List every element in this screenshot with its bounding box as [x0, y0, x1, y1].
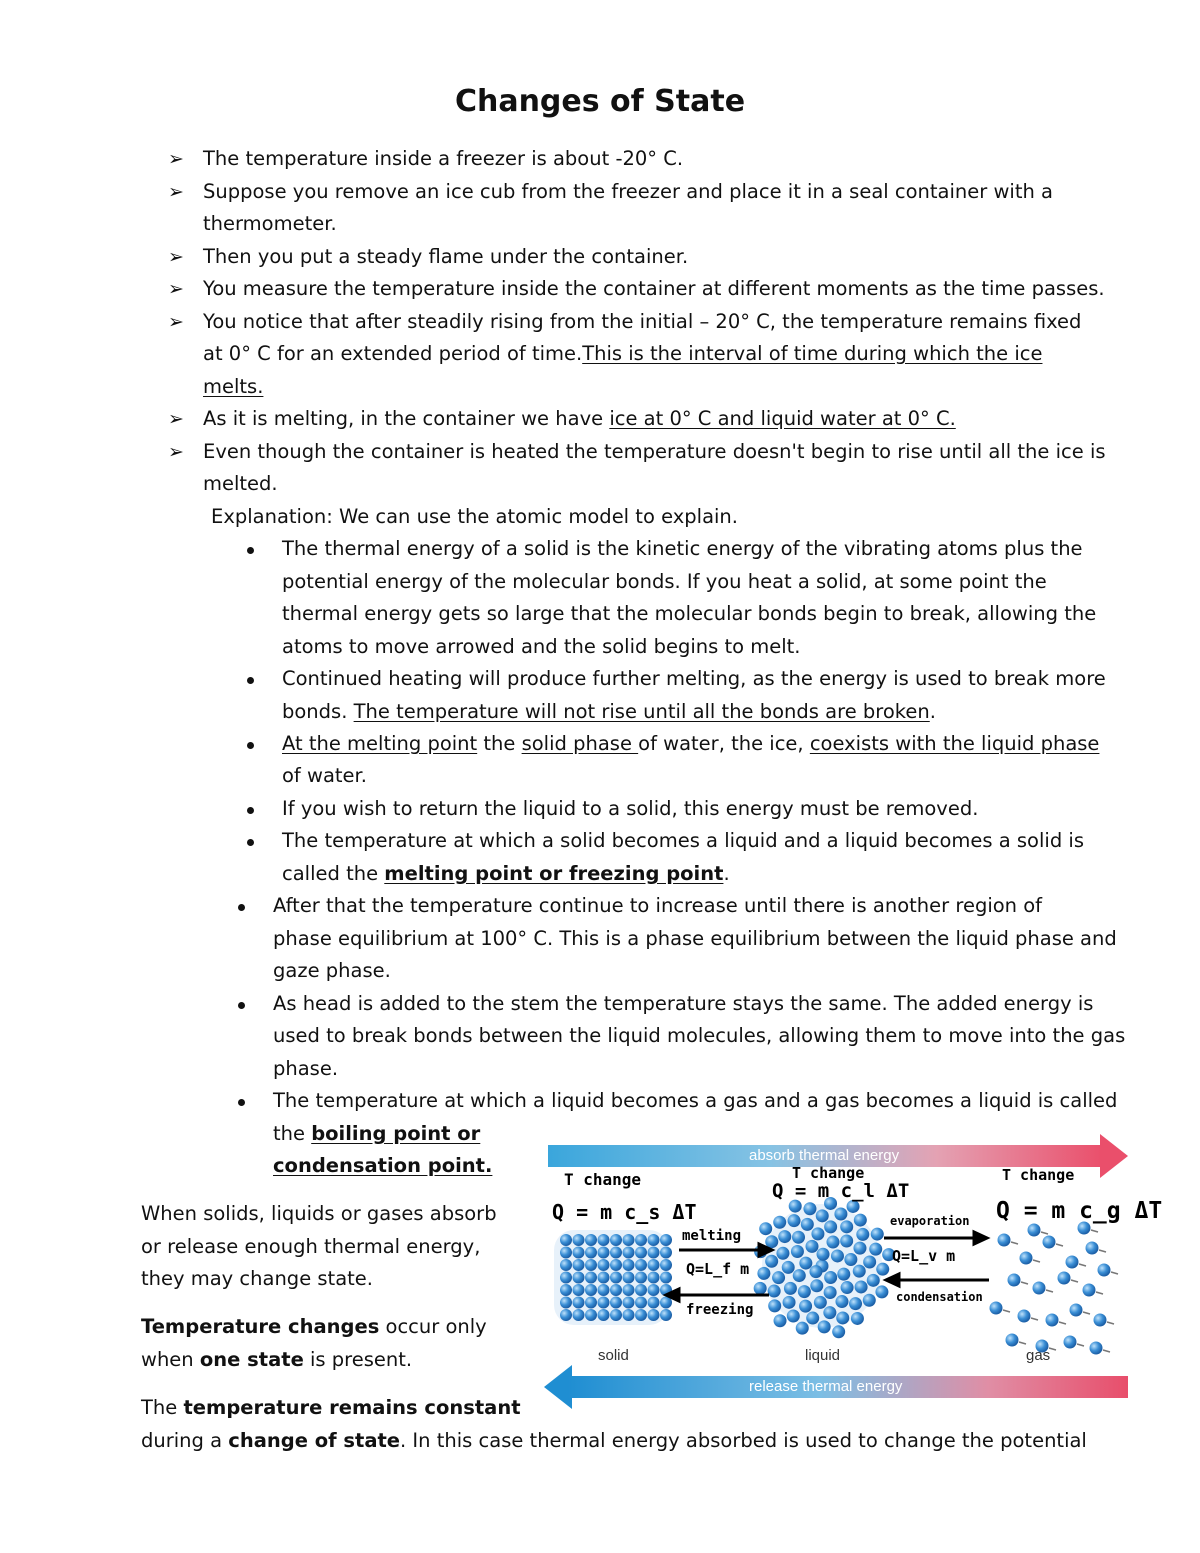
liquid-atom	[823, 1306, 836, 1319]
solid-atom	[660, 1234, 672, 1246]
solid-atom	[610, 1234, 622, 1246]
liquid-atom	[855, 1280, 868, 1293]
solid-atom	[598, 1247, 610, 1259]
solid-atom	[660, 1247, 672, 1259]
motion-line	[1079, 1264, 1086, 1266]
bullet-text: Then you put a steady flame under the container.	[203, 245, 689, 268]
dot-bullet-icon	[247, 677, 254, 684]
solid-atom	[660, 1259, 672, 1271]
solid-atom	[623, 1259, 635, 1271]
bullet-text: used to break bonds between the liquid molecules, allowing them to move into the gas	[273, 1024, 1126, 1047]
solid-atom	[560, 1284, 572, 1296]
gas-atom	[1064, 1336, 1077, 1349]
bullet-text: thermal energy gets so large that the molecular bonds begin to break, allowing the	[282, 602, 1097, 625]
liquid-atom	[793, 1269, 806, 1282]
solid-atom	[585, 1259, 597, 1271]
text-plain: .	[929, 700, 936, 723]
motion-line	[1011, 1242, 1018, 1244]
bullet-text: If you wish to return the liquid to a solid, this energy must be removed.	[282, 797, 979, 820]
liquid-atom	[856, 1228, 869, 1241]
liquid-atom	[796, 1322, 809, 1335]
liquid-atom	[799, 1257, 812, 1270]
text-bold: Temperature changes	[141, 1315, 380, 1338]
dot-bullet-icon	[238, 904, 245, 911]
liquid-atom	[840, 1220, 853, 1233]
text-plain: . In this case thermal energy absorbed is used to change the potential	[400, 1429, 1087, 1452]
gas-atom	[1018, 1310, 1031, 1323]
explanation-label: Explanation	[211, 505, 327, 528]
text-bold-underlined: melting point or freezing point	[384, 862, 724, 885]
liquid-atom	[754, 1282, 767, 1295]
liquid-atom	[784, 1282, 797, 1295]
dot-bullet-icon	[238, 1099, 245, 1106]
bullet-text: The thermal energy of a solid is the kinetic energy of the vibrating atoms plus the	[282, 537, 1083, 560]
motion-line	[1091, 1230, 1098, 1232]
handwritten-label: condensation	[896, 1290, 983, 1304]
liquid-atom	[783, 1296, 796, 1309]
motion-line	[1071, 1280, 1078, 1282]
liquid-atom	[853, 1265, 866, 1278]
solid-atom	[635, 1309, 647, 1321]
dot-bullet-icon	[247, 839, 254, 846]
liquid-atom	[854, 1214, 867, 1227]
liquid-atom	[831, 1249, 844, 1262]
bullet-text: atoms to move arrowed and the solid begins to melt.	[282, 635, 801, 658]
liquid-atom	[806, 1240, 819, 1253]
bullet-text: potential energy of the molecular bonds. If you heat a solid, at some point the	[282, 570, 1047, 593]
solid-atom	[635, 1234, 647, 1246]
bullet-text: The temperature at which a liquid becomes a gas and a gas becomes a liquid is called	[273, 1089, 1118, 1112]
liquid-atom	[832, 1325, 845, 1338]
gas-atom	[1033, 1282, 1046, 1295]
solid-atom	[623, 1272, 635, 1284]
liquid-atom	[757, 1267, 770, 1280]
motion-line	[1107, 1322, 1114, 1324]
gas-atom	[1006, 1334, 1019, 1347]
liquid-atom	[824, 1271, 837, 1284]
solid-atom	[573, 1247, 585, 1259]
text-underlined: melts.	[203, 375, 264, 398]
bullet-text: You measure the temperature inside the container at different moments as the time passes.	[203, 277, 1105, 300]
side-paragraph: or release enough thermal energy,	[141, 1235, 481, 1258]
handwritten-note: T change	[792, 1164, 865, 1182]
solid-atom	[573, 1284, 585, 1296]
solid-atom	[598, 1272, 610, 1284]
liquid-atom	[792, 1231, 805, 1244]
bullet-text: gaze phase.	[273, 959, 391, 982]
solid-atom	[573, 1272, 585, 1284]
bullet-text	[273, 1124, 480, 1144]
solid-atom	[610, 1259, 622, 1271]
liquid-atom	[836, 1311, 849, 1324]
text-plain: .	[723, 862, 730, 885]
bullet-text: phase.	[273, 1057, 339, 1080]
solid-atom	[648, 1297, 660, 1309]
handwritten-label: Q=L_f m	[686, 1260, 750, 1278]
explanation-line	[211, 507, 738, 527]
text-bold: temperature remains constant	[183, 1396, 521, 1419]
solid-atom	[610, 1284, 622, 1296]
solid-atom	[598, 1284, 610, 1296]
side-paragraph: they may change state.	[141, 1267, 373, 1290]
bullet-text: thermometer.	[203, 212, 337, 235]
text-underlined: At the melting point	[282, 732, 478, 755]
solid-atom	[648, 1234, 660, 1246]
solid-atom	[560, 1259, 572, 1271]
text-plain: The	[141, 1396, 184, 1419]
bullet-text: Even though the container is heated the temperature doesn't begin to rise until all the ice is	[203, 440, 1106, 463]
text-plain: bonds.	[282, 700, 354, 723]
page-title: Changes of State	[454, 84, 746, 119]
solid-atom	[648, 1247, 660, 1259]
solid-atom	[623, 1297, 635, 1309]
bullet-text: As head is added to the stem the temperature stays the same. The added energy is	[273, 992, 1094, 1015]
solid-atom	[623, 1247, 635, 1259]
gas-atom	[1094, 1314, 1107, 1327]
liquid-atom	[816, 1209, 829, 1222]
text-underlined: The temperature will not rise until all the bonds are broken	[353, 700, 930, 723]
text-plain: is present.	[303, 1348, 413, 1371]
solid-atom	[585, 1247, 597, 1259]
bullet-text: The temperature inside a freezer is about -20° C.	[203, 147, 684, 170]
solid-atom	[585, 1284, 597, 1296]
motion-line	[1077, 1344, 1084, 1346]
solid-atom	[573, 1297, 585, 1309]
solid-atom	[560, 1247, 572, 1259]
gas-atom	[1008, 1274, 1021, 1287]
solid-atom	[635, 1284, 647, 1296]
gas-atom	[1028, 1224, 1041, 1237]
handwritten-formula: Q = m c_s ΔT	[552, 1200, 697, 1224]
liquid-atom	[798, 1285, 811, 1298]
liquid-atom	[768, 1299, 781, 1312]
solid-atom	[610, 1297, 622, 1309]
bullet-text: melted.	[203, 472, 278, 495]
liquid-atom	[782, 1261, 795, 1274]
gas-atom	[1090, 1342, 1103, 1355]
bullet-text: phase equilibrium at 100° C. This is a phase equilibrium between the liquid phase and	[273, 927, 1117, 950]
solid-atom	[660, 1272, 672, 1284]
bullet-text	[203, 344, 1042, 364]
liquid-atom	[835, 1295, 848, 1308]
text-bold: change of state	[228, 1429, 401, 1452]
text-plain: during a	[141, 1429, 229, 1452]
text-plain: of water, the ice,	[638, 732, 810, 755]
constant-temperature-paragraph	[141, 1398, 521, 1418]
state-change-diagram	[544, 1130, 1163, 1405]
motion-line	[1059, 1322, 1066, 1324]
temperature-changes-paragraph	[141, 1350, 412, 1370]
gas-atom	[990, 1302, 1003, 1315]
liquid-atom	[765, 1255, 778, 1268]
dot-bullet-icon	[238, 1002, 245, 1009]
solid-atom	[623, 1284, 635, 1296]
liquid-atom	[841, 1281, 854, 1294]
motion-line	[1056, 1244, 1063, 1246]
phase-label-liquid: liquid	[805, 1347, 841, 1364]
bullet-text: The temperature at which a solid becomes a liquid and a liquid becomes a solid is	[282, 829, 1084, 852]
liquid-atom	[863, 1294, 876, 1307]
solid-atom	[573, 1234, 585, 1246]
motion-line	[1041, 1232, 1048, 1234]
solid-atom	[585, 1234, 597, 1246]
solid-atom	[648, 1272, 660, 1284]
liquid-atom	[803, 1202, 816, 1215]
solid-atom	[585, 1309, 597, 1321]
motion-line	[1031, 1318, 1038, 1320]
text-plain: at 0° C for an extended period of time.	[203, 342, 583, 365]
liquid-atom	[778, 1230, 791, 1243]
arrow-bullet-icon: ➢	[168, 181, 184, 203]
solid-atom	[623, 1309, 635, 1321]
dot-bullet-icon	[247, 807, 254, 814]
solid-atom	[648, 1284, 660, 1296]
motion-line	[1096, 1292, 1103, 1294]
liquid-atom	[876, 1263, 889, 1276]
bullet-text	[203, 409, 956, 429]
solid-atom	[635, 1259, 647, 1271]
handwritten-label: melting	[682, 1228, 742, 1244]
release-energy-label: release thermal energy	[749, 1378, 903, 1395]
liquid-atom	[818, 1320, 831, 1333]
text-underlined: solid phase	[521, 732, 639, 755]
bullet-text	[282, 734, 1099, 754]
text-plain: the	[273, 1122, 312, 1145]
phase-label-gas: gas	[1026, 1347, 1051, 1364]
gas-atom	[1083, 1284, 1096, 1297]
liquid-atom	[826, 1236, 839, 1249]
solid-atom	[610, 1309, 622, 1321]
solid-atom	[573, 1259, 585, 1271]
liquid-atom	[844, 1253, 857, 1266]
handwritten-note: T change	[1002, 1166, 1075, 1184]
liquid-atom	[834, 1207, 847, 1220]
explanation-text: : We can use the atomic model to explain.	[326, 505, 738, 528]
motion-line	[1021, 1282, 1028, 1284]
gas-atom	[1043, 1236, 1056, 1249]
liquid-atom	[788, 1214, 801, 1227]
absorb-energy-label: absorb thermal energy	[749, 1147, 900, 1164]
text-plain: As it is melting, in the container we have	[203, 407, 610, 430]
liquid-atom	[824, 1286, 837, 1299]
bullet-text	[282, 864, 730, 884]
liquid-atom	[811, 1227, 824, 1240]
liquid-atom	[787, 1309, 800, 1322]
text-bold: one state	[199, 1348, 304, 1371]
arrow-bullet-icon: ➢	[168, 246, 184, 268]
liquid-atom	[801, 1218, 814, 1231]
text-plain: the	[477, 732, 522, 755]
text-underlined: coexists with the liquid phase	[809, 732, 1100, 755]
liquid-atom	[791, 1245, 804, 1258]
liquid-atom	[853, 1242, 866, 1255]
solid-atom	[635, 1272, 647, 1284]
text-underlined: ice at 0° C and liquid water at 0° C.	[609, 407, 956, 430]
liquid-atom	[875, 1285, 888, 1298]
bullet-text: of water.	[282, 764, 367, 787]
solid-atom	[560, 1309, 572, 1321]
solid-atom	[560, 1272, 572, 1284]
liquid-atom	[774, 1314, 787, 1327]
liquid-atom	[817, 1248, 830, 1261]
gas-atom	[1098, 1264, 1111, 1277]
gas-atom	[1070, 1304, 1083, 1317]
gas-atom	[998, 1234, 1011, 1247]
liquid-atom	[806, 1312, 819, 1325]
solid-atom	[560, 1234, 572, 1246]
liquid-atom	[809, 1265, 822, 1278]
solid-atom	[635, 1297, 647, 1309]
liquid-atom	[776, 1247, 789, 1260]
bullet-text: After that the temperature continue to increase until there is another region of	[273, 894, 1043, 917]
solid-atom	[610, 1272, 622, 1284]
gas-atom	[1046, 1314, 1059, 1327]
liquid-atom	[759, 1222, 772, 1235]
handwritten-note: T change	[564, 1170, 642, 1189]
solid-atom	[648, 1259, 660, 1271]
text-plain: when	[141, 1348, 200, 1371]
liquid-atom	[768, 1285, 781, 1298]
bullet-text	[282, 702, 936, 722]
liquid-atom	[810, 1279, 823, 1292]
motion-line	[1046, 1290, 1053, 1292]
arrow-bullet-icon: ➢	[168, 311, 184, 333]
motion-line	[1103, 1350, 1110, 1352]
bullet-text: Suppose you remove an ice cub from the freezer and place it in a seal container with a	[203, 180, 1053, 203]
motion-line	[1099, 1250, 1106, 1252]
handwritten-label: freezing	[686, 1302, 754, 1318]
handwritten-label: Q=L_v m	[892, 1247, 956, 1265]
liquid-atom	[840, 1234, 853, 1247]
liquid-atom	[867, 1274, 880, 1287]
handwritten-formula: Q = m c_g ΔT	[996, 1198, 1163, 1224]
motion-line	[1003, 1310, 1010, 1312]
text-underlined: This is the interval of time during which the ice	[582, 342, 1043, 365]
solid-atom	[598, 1259, 610, 1271]
handwritten-formula: Q = m c_l ΔT	[772, 1180, 910, 1202]
solid-atom	[585, 1272, 597, 1284]
gas-atom	[1058, 1272, 1071, 1285]
motion-line	[1033, 1260, 1040, 1262]
solid-atom	[598, 1309, 610, 1321]
text-plain: occur only	[379, 1315, 487, 1338]
solid-atom	[648, 1309, 660, 1321]
text-bold-underlined: condensation point.	[273, 1154, 493, 1177]
solid-atom	[573, 1309, 585, 1321]
gas-atom	[1086, 1242, 1099, 1255]
arrow-bullet-icon: ➢	[168, 441, 184, 463]
liquid-atom	[871, 1228, 884, 1241]
liquid-atom	[837, 1268, 850, 1281]
arrow-bullet-icon: ➢	[168, 408, 184, 430]
dot-bullet-icon	[247, 547, 254, 554]
motion-line	[1019, 1342, 1026, 1344]
dot-bullet-icon	[247, 742, 254, 749]
solid-atom	[585, 1297, 597, 1309]
arrow-bullet-icon: ➢	[168, 278, 184, 300]
solid-atom	[598, 1297, 610, 1309]
gas-atom	[1066, 1256, 1079, 1269]
side-paragraph: When solids, liquids or gases absorb	[141, 1202, 497, 1225]
solid-atom	[660, 1309, 672, 1321]
solid-atom	[610, 1247, 622, 1259]
solid-atom	[598, 1234, 610, 1246]
constant-temperature-paragraph	[141, 1431, 1087, 1451]
liquid-atom	[773, 1216, 786, 1229]
bullet-text: Continued heating will produce further melting, as the energy is used to break more	[282, 667, 1106, 690]
solid-atom	[623, 1234, 635, 1246]
temperature-changes-paragraph	[141, 1317, 487, 1337]
gas-atom	[1020, 1252, 1033, 1265]
motion-line	[1111, 1272, 1118, 1274]
liquid-atom	[772, 1271, 785, 1284]
solid-atom	[635, 1247, 647, 1259]
liquid-atom	[824, 1220, 837, 1233]
phase-label-solid: solid	[598, 1347, 629, 1364]
arrow-bullet-icon: ➢	[168, 148, 184, 170]
text-plain: called the	[282, 862, 385, 885]
liquid-atom	[799, 1300, 812, 1313]
liquid-atom	[851, 1312, 864, 1325]
liquid-atom	[849, 1297, 862, 1310]
liquid-atom	[869, 1243, 882, 1256]
solid-atom	[560, 1297, 572, 1309]
liquid-atom	[814, 1296, 827, 1309]
handwritten-label: evaporation	[890, 1214, 970, 1228]
motion-line	[1083, 1312, 1090, 1314]
text-bold-underlined: boiling point or	[311, 1122, 481, 1145]
bullet-text: You notice that after steadily rising from the initial – 20° C, the temperature remains fixed	[203, 310, 1082, 333]
liquid-atom	[863, 1255, 876, 1268]
